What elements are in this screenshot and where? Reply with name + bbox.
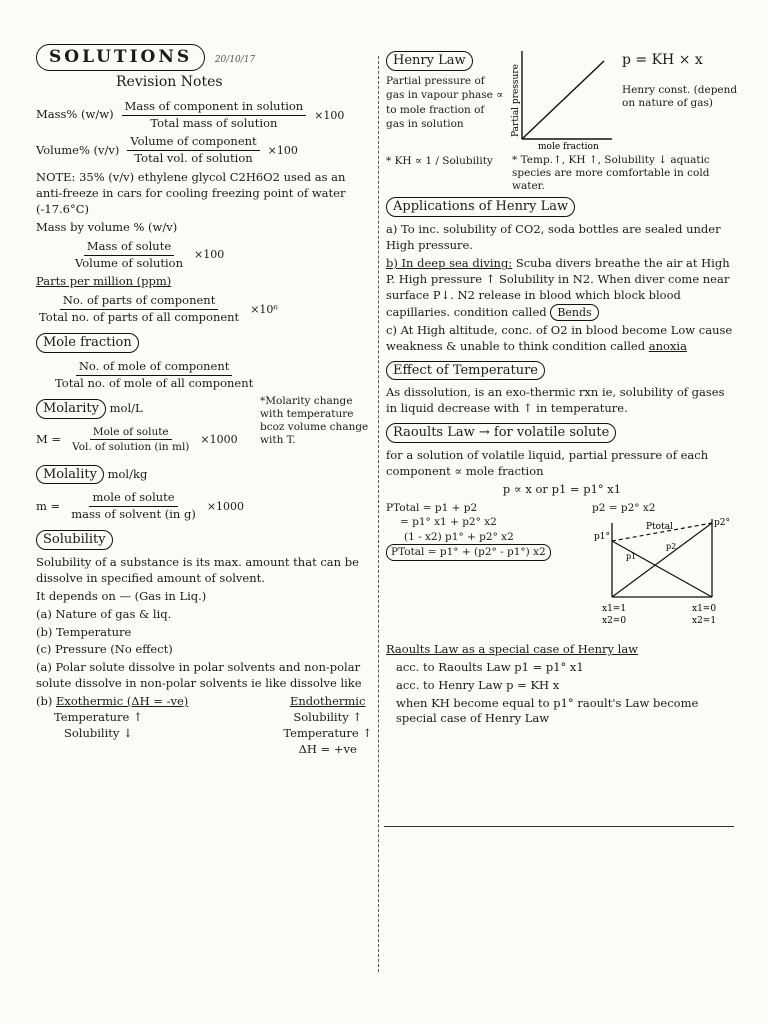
ppm-numerator: No. of parts of component — [60, 293, 218, 310]
ppm-formula — [36, 293, 372, 326]
special-case-conclusion: when KH become equal to p1° raoult's Law become special case of Henry Law — [396, 695, 699, 726]
mass-by-volume-label: Mass by volume % (w/v) — [36, 219, 178, 234]
molarity-unit: mol/L — [109, 400, 143, 415]
exo-endo-comparison — [36, 694, 372, 757]
volume-percent-formula — [36, 134, 372, 167]
raoult-eq3: PTotal = p1 + p2 — [386, 501, 478, 514]
molarity-lhs: M = — [36, 431, 62, 446]
antifreeze-note: NOTE: 35% (v/v) ethylene glycol C2H6O2 used as an anti-freeze in cars for cooling freezing point of water (-17.6°C) — [36, 170, 346, 216]
endothermic-temperature: Temperature ↑ — [283, 725, 372, 740]
raoult-eq6: PTotal = p1° + (p2° - p1°) x2 — [386, 544, 551, 560]
mole-fraction-denominator: Total no. of mole of all component — [55, 375, 254, 390]
applications-heading: Applications of Henry Law — [386, 197, 575, 217]
endothermic-solubility: Solubility ↑ — [293, 709, 363, 724]
molality-heading: Molality — [36, 465, 104, 485]
ppm-label: Parts per million (ppm) — [36, 274, 172, 289]
ppm-multiplier: ×10⁶ — [250, 302, 278, 316]
graph-y-label: Partial pressure — [511, 64, 521, 137]
henry-equation: p = KH × x — [622, 52, 703, 68]
raoult-eq5: (1 - x2) p1° + p2° x2 — [404, 530, 514, 543]
graph-p1-label: p1 — [626, 552, 637, 562]
graph-x-label: mole fraction — [538, 142, 599, 151]
part-b-label: (b) — [36, 693, 53, 708]
solubility-definition: Solubility of a substance is its max. amount that can be dissolve in specified amount of solvent. — [36, 555, 359, 585]
column-divider — [378, 56, 379, 972]
molality-section — [36, 461, 372, 524]
temperature-text: As dissolution, is an exo-thermic rxn ie, solubility of gases in liquid decrease with ↑ in temperature. — [386, 385, 725, 416]
graph-x2-right: x2=1 — [692, 616, 717, 627]
graph-x1-right: x1=0 — [692, 604, 717, 615]
molarity-note: *Molarity change with temperature bcoz volume change with T. — [260, 394, 369, 446]
henry-constant-note: Henry const. (depend on nature of gas) — [622, 84, 738, 110]
exothermic-solubility: Solubility ↓ — [64, 725, 133, 740]
raoult-eq2: p2 = p2° x2 — [592, 501, 656, 514]
molarity-heading: Molarity — [36, 399, 106, 419]
graph-x2-left: x2=0 — [602, 616, 627, 627]
molarity-numerator: Mole of solute — [90, 425, 172, 440]
date: 20/10/17 — [214, 55, 256, 65]
special-case-henry: acc. to Henry Law p = KH x — [396, 677, 560, 692]
molality-multiplier: ×1000 — [206, 500, 245, 514]
henry-law-graph — [508, 47, 618, 151]
endothermic-label: Endothermic — [289, 693, 366, 708]
solubility-depends: It depends on — (Gas in Liq.) — [36, 588, 207, 603]
solubility-heading: Solubility — [36, 530, 113, 550]
solubility-item: (c) Pressure (No effect) — [36, 642, 173, 657]
raoult-graph — [592, 515, 730, 627]
mass-percent-formula — [36, 99, 372, 132]
exothermic-temperature: Temperature ↑ — [54, 709, 143, 724]
page-title: SOLUTIONS — [36, 44, 205, 71]
henry-law-heading: Henry Law — [386, 51, 473, 71]
application-c: c) At High altitude, conc. of O2 in blood become Low cause weakness & unable to think condition called — [386, 322, 733, 353]
solubility-item: (b) Temperature — [36, 624, 132, 639]
graph-p2-label: p2 — [666, 542, 677, 552]
raoult-heading: Raoults Law → for volatile solute — [386, 423, 616, 443]
molality-unit: mol/kg — [107, 466, 148, 481]
raoult-derivation — [386, 501, 738, 632]
mole-fraction-heading: Mole fraction — [36, 333, 139, 353]
mass-percent-numerator: Mass of component in solution — [122, 99, 307, 116]
molality-lhs: m = — [36, 498, 61, 513]
mass-by-volume-denominator: Volume of solution — [75, 255, 183, 270]
volume-percent-denominator: Total vol. of solution — [134, 151, 253, 166]
raoult-eq4: = p1° x1 + p2° x2 — [400, 516, 497, 529]
molality-numerator: mole of solute — [89, 490, 177, 507]
application-a: a) To inc. solubility of CO2, soda bottles are sealed under High pressure. — [386, 222, 721, 253]
graph-p1o-label: p1° — [594, 532, 610, 543]
mole-fraction-numerator: No. of mole of component — [76, 359, 233, 376]
molarity-section — [36, 395, 372, 458]
special-case-raoult: acc. to Raoults Law p1 = p1° x1 — [396, 659, 584, 674]
kh-solubility-relation: * KH ∝ 1 / Solubility — [386, 155, 493, 167]
henry-law-description: Partial pressure of gas in vapour phase ∝ to mole fraction of gas in solution — [386, 74, 504, 131]
solubility-item: (a) Nature of gas & liq. — [36, 606, 172, 621]
graph-line — [522, 61, 604, 139]
exothermic-label: Exothermic (ΔH = -ve) — [56, 693, 189, 708]
endothermic-enthalpy: ΔH = +ve — [298, 741, 357, 756]
mass-by-volume-multiplier: ×100 — [194, 248, 225, 262]
bends-term: Bends — [550, 304, 598, 321]
mass-percent-label: Mass% (w/w) — [36, 107, 114, 122]
right-column — [386, 44, 738, 980]
mass-percent-multiplier: ×100 — [314, 108, 345, 122]
temperature-kh-note: * Temp.↑, KH ↑, Solubility ↓ aquatic species are more comfortable in cold water. — [512, 154, 710, 193]
raoult-text: for a solution of volatile liquid, partial pressure of each component ∝ mole fraction — [386, 448, 709, 478]
volume-percent-multiplier: ×100 — [267, 144, 298, 158]
page-subtitle: Revision Notes — [116, 74, 223, 91]
molality-denominator: mass of solvent (in g) — [71, 507, 196, 522]
anoxia-term: anoxia — [648, 338, 687, 353]
volume-percent-numerator: Volume of component — [127, 134, 259, 151]
mass-by-volume-formula — [36, 239, 372, 272]
volume-percent-label: Volume% (v/v) — [36, 142, 120, 157]
mole-fraction-formula — [36, 359, 372, 392]
temperature-heading: Effect of Temperature — [386, 361, 545, 381]
application-b: Scuba divers breathe the air at High P. High pressure ↑ Solubility in N2. When diver come near surface P↓. N2 release in blood which block blood capillaries. condition called — [386, 256, 730, 319]
henry-law-section — [386, 47, 738, 151]
mass-percent-denominator: Total mass of solution — [150, 115, 278, 130]
graph-p2o-label: p2° — [714, 518, 730, 529]
graph-ptotal-label: Ptotal — [646, 522, 673, 533]
ppm-denominator: Total no. of parts of all component — [39, 310, 240, 325]
left-column — [36, 44, 372, 980]
like-dissolves-like: (a) Polar solute dissolve in polar solvents and non-polar solute dissolve in non-polar solvents ie like dissolve like — [36, 660, 362, 691]
raoult-eq1: p ∝ x or p1 = p1° x1 — [502, 481, 622, 496]
molarity-denominator: Vol. of solution (in ml) — [72, 441, 190, 454]
mass-by-volume-numerator: Mass of solute — [84, 239, 174, 256]
application-b-title: b) In deep sea diving: — [386, 256, 513, 271]
special-case-heading: Raoults Law as a special case of Henry law — [386, 642, 639, 657]
graph-x1-left: x1=1 — [602, 604, 627, 615]
molarity-multiplier: ×1000 — [200, 432, 238, 446]
p1-line — [612, 541, 712, 597]
